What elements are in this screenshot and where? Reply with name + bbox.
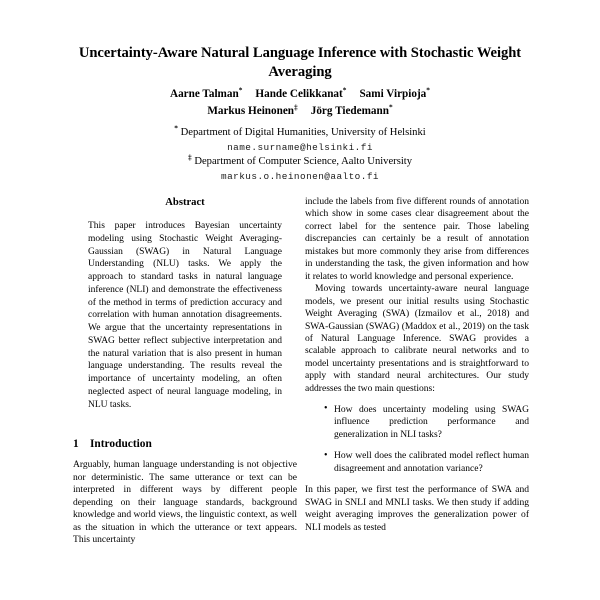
author <box>170 85 243 100</box>
author-marker: * <box>238 85 243 95</box>
body-paragraph: Moving towards uncertainty-aware neural language models, we present our initial results using Stochastic Weight Averaging (SWA) (Izmailov et al., 2018) and SWA-Gaussian (SWAG) (Maddox et al., 2019) on the task of Natural Language Inference. SWAG provides a scalable approach to calibrate neural networks and to model uncertainty presentations and is straightforward to apply with standard neural architectures. Our study addresses the two main questions: <box>305 283 529 394</box>
page-title: Uncertainty-Aware Natural Language Inference with Stochastic Weight Averaging <box>78 45 522 80</box>
research-questions-list <box>305 404 529 476</box>
author-marker: * <box>388 101 393 111</box>
affiliation-text: Department of Digital Humanities, University of Helsinki <box>180 127 426 138</box>
affiliation-institution <box>55 152 545 170</box>
author-row-1 <box>60 86 540 103</box>
affiliation-email: markus.o.heinonen@aalto.fi <box>221 170 379 182</box>
list-item-text: How well does the calibrated model reflect human disagreement and annotation variance? <box>334 450 529 474</box>
bullet-icon: • <box>324 403 328 415</box>
author-name: Sami Virpioja <box>359 88 427 100</box>
column-right <box>305 196 529 534</box>
section-heading-introduction <box>73 437 297 451</box>
affiliation-marker: ‡ <box>187 152 192 162</box>
body-paragraph: In this paper, we first test the performance of SWA and SWAG in SNLI and MNLI tasks. We then study if adding weight averaging improves the generalization power of NLI models as tested <box>305 484 529 533</box>
section-title: Introduction <box>90 438 152 451</box>
bullet-icon: • <box>324 449 328 461</box>
list-item-text: How does uncertainty modeling using SWAG influence prediction performance and generalization in NLI tasks? <box>334 403 529 440</box>
abstract-section <box>73 196 297 411</box>
author-name: Hande Celikkanat <box>255 88 343 100</box>
affiliation-email: name.surname@helsinki.fi <box>227 141 373 153</box>
list-item <box>325 404 529 442</box>
continued-paragraph: include the labels from five different rounds of annotation which show in some cases clear disagreement about the correct label for the sentence pair. Those labeling discrepancies can certainly be a result of annotation mistakes but more commonly they arise from differences in understanding the task, the given information and how it relates to world knowledge and personal experience. <box>305 196 529 282</box>
author-marker: * <box>426 85 430 95</box>
author-name: Jörg Tiedemann <box>310 104 389 117</box>
affiliation-institution <box>55 123 545 141</box>
author-name: Aarne Talman <box>170 88 239 100</box>
author-list <box>60 86 540 119</box>
author <box>310 101 393 117</box>
affiliation-marker: * <box>174 123 178 133</box>
list-item <box>325 450 529 475</box>
author-row-2 <box>60 103 540 120</box>
affiliation-text: Department of Computer Science, Aalto University <box>194 156 413 168</box>
author-marker: ‡ <box>294 101 298 111</box>
section-number: 1 <box>73 438 79 451</box>
intro-paragraph: Arguably, human language understanding is not objective nor deterministic. The same utterance or text can be interpreted in different ways by different people depending on their language standards, background knowledge and world views, the linguistic context, as well as the situation in which the utterance or text appears. This uncertainty <box>73 459 297 545</box>
abstract-heading: Abstract <box>165 197 205 208</box>
title-block <box>60 44 540 81</box>
author-name: Markus Heinonen <box>207 104 295 117</box>
column-left <box>73 196 297 546</box>
abstract-text: This paper introduces Bayesian uncertainty modeling using Stochastic Weight Averaging-Gaussian (SWAG) in Natural Language Understanding (NLU) tasks. We apply the approach to standard tasks in natural language inference (NLI) and demonstrate the effectiveness of the method in terms of prediction accuracy and correlation with human annotation disagreements. We argue that the uncertainty representations in SWAG better reflect subjective interpretation and the natural variation that is also present in human language understanding. The results reveal the importance of uncertainty modeling, an often neglected aspect of neural language modeling, in NLU tasks. <box>88 221 282 410</box>
author <box>207 101 298 117</box>
author <box>359 85 430 100</box>
author <box>255 85 347 100</box>
author-marker: * <box>342 85 347 95</box>
affiliation-block <box>55 123 545 185</box>
